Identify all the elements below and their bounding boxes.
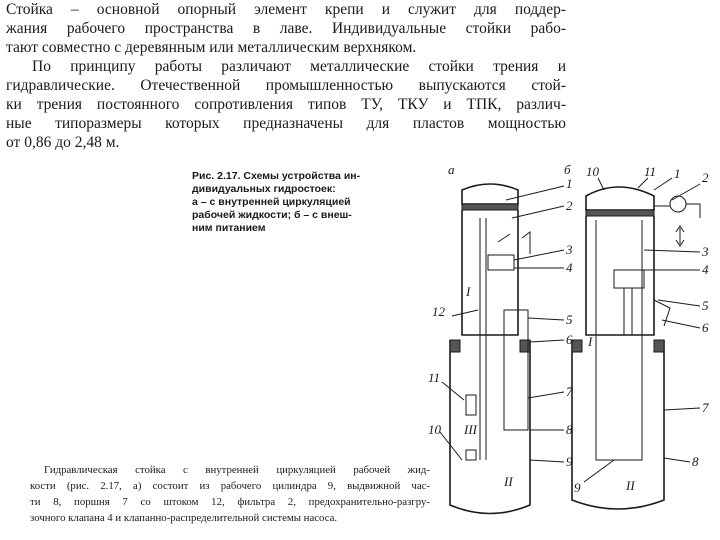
text-line: гидравлические. Отечественной промышленностью выпускаются стой- [6, 77, 566, 94]
label-b-9: 9 [574, 480, 581, 495]
prop-b-external-valve [670, 196, 686, 212]
label-b-10: 10 [586, 164, 599, 179]
prop-a-rod [480, 218, 486, 460]
prop-a-leaders [440, 186, 564, 462]
text-line: ти 8, поршня 7 со штоком 12, фильтра 2, предохранительно-разгру- [30, 496, 430, 508]
label-a-9: 9 [566, 454, 573, 469]
label-b-chamber-I: I [588, 334, 593, 349]
label-a-2: 2 [566, 198, 573, 213]
label-b-1: 1 [674, 166, 681, 181]
panel-label-a: а [448, 162, 455, 177]
paragraph-support-types [6, 57, 566, 152]
paragraph-support-definition [6, 0, 566, 57]
prop-b-top-cap [586, 187, 654, 210]
label-b-5: 5 [702, 298, 709, 313]
paragraph-hydraulic-support [30, 462, 430, 526]
text-line: Стойка – основной опорный элемент крепи и служит для поддер- [6, 1, 566, 18]
figure-caption [192, 170, 402, 235]
label-a-chamber-II: II [504, 474, 513, 489]
prop-b-handle [654, 300, 670, 326]
label-a-12: 12 [432, 304, 445, 319]
text-line: зочного клапана 4 и клапанно-распределительной системы насоса. [30, 512, 338, 524]
caption-line: ним питанием [192, 222, 266, 234]
prop-a-head-plate [462, 204, 518, 210]
prop-a-handle [522, 232, 530, 254]
text-line: тают совместно с деревянным или металлическим верхняком. [6, 39, 417, 56]
label-a-10: 10 [428, 422, 441, 437]
prop-b-seal-left [572, 340, 582, 352]
label-b-8: 8 [692, 454, 699, 469]
panel-label-b: б [564, 162, 571, 177]
prop-a-piston [504, 310, 528, 430]
prop-a-pump [488, 234, 514, 270]
caption-line: а – с внутренней циркуляцией [192, 196, 351, 208]
caption-line: рабочей жидкости; б – с внеш- [192, 209, 352, 221]
prop-a-seal-left [450, 340, 460, 352]
label-a-4: 4 [566, 260, 573, 275]
label-b-6: 6 [702, 320, 709, 335]
label-a-chamber-I: I [466, 284, 471, 299]
text-line: По принципу работы различают металлические стойки трения и [32, 58, 566, 75]
prop-a-cylinder [450, 340, 530, 514]
label-b-11: 11 [644, 164, 657, 179]
label-b-7: 7 [702, 400, 709, 415]
prop-b-cylinder [572, 340, 664, 509]
prop-a-extension [462, 210, 518, 335]
label-a-1: 1 [566, 176, 573, 191]
label-a-6: 6 [566, 332, 573, 347]
text-line: жания рабочего пространства в лаве. Индивидуальные стойки рабо- [6, 20, 566, 37]
text-line: ки трения постоянного сопротивления типов ТУ, ТКУ и ТПК, различ- [6, 96, 566, 113]
text-line: от 0,86 до 2,48 м. [6, 134, 120, 151]
prop-a [440, 184, 564, 514]
hydraulic-props-diagram [418, 160, 718, 538]
label-a-5: 5 [566, 312, 573, 327]
text-line: кости (рис. 2.17, а) состоит из рабочего цилиндра 9, выдвижной час- [30, 480, 430, 492]
label-a-chamber-III: III [464, 422, 477, 437]
label-b-4: 4 [702, 262, 709, 277]
prop-b-valve-block [614, 270, 644, 335]
text-line: ные типоразмеры которых предназначены для пластов мощностью [6, 115, 566, 132]
label-a-3: 3 [566, 242, 573, 257]
label-b-2: 2 [702, 170, 709, 185]
label-b-3: 3 [702, 244, 709, 259]
label-a-7: 7 [566, 384, 573, 399]
label-b-chamber-II: II [626, 478, 635, 493]
label-a-8: 8 [566, 422, 573, 437]
prop-b-inner-tube [596, 220, 642, 460]
prop-b-supply-line [654, 204, 700, 218]
caption-line: дивидуальных гидростоек: [192, 183, 336, 195]
prop-b-seal-right [654, 340, 664, 352]
prop-b-flow-arrows [676, 226, 684, 246]
prop-a-top-cap [462, 184, 518, 204]
text-line: Гидравлическая стойка с внутренней циркуляцией рабочей жид- [44, 464, 430, 476]
prop-b-head-plate [586, 210, 654, 216]
label-a-11: 11 [428, 370, 441, 385]
caption-line: Рис. 2.17. Схемы устройства ин- [192, 170, 361, 182]
